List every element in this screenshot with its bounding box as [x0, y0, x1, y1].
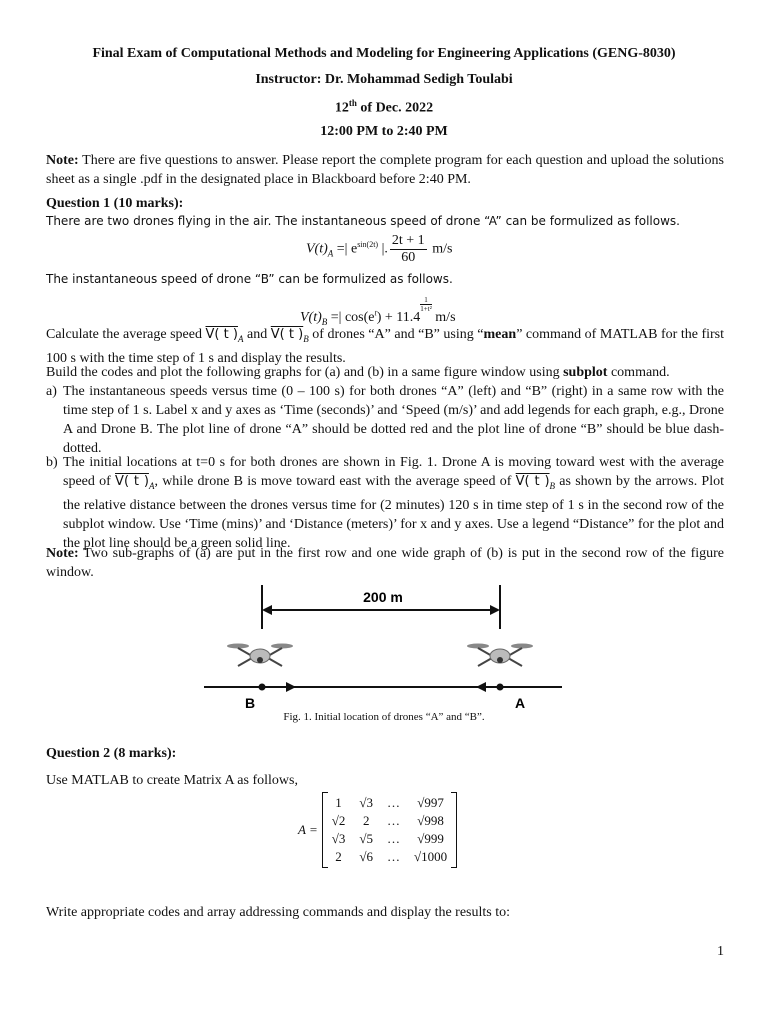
instructor-line: Instructor: Dr. Mohammad Sedigh Toulabi	[255, 72, 513, 87]
equation-speed-b: $V(t)_B$ =| $\cos(e^t) + 11.4$ $^{\frac{1}{\text{1+t²}}}$ m/s	[300, 296, 456, 327]
matrix-cell: 1	[335, 795, 342, 810]
matrix-brackets	[322, 792, 457, 868]
page-number: 1	[717, 944, 724, 959]
matrix-cell: √3	[359, 795, 374, 810]
build-instruction: Build the codes and plot the following graphs for (a) and (b) in a same figure window using subplot command.	[46, 365, 670, 380]
arrow-east	[286, 682, 296, 692]
part-a: a) The instantaneous speeds versus time (0 – 100 s) for both drones “A” (left) and “B” (right) in a same row with the time step of 1 s. Label x and y axes as ‘Time (seconds)’ and ‘Speed (m/s)’ and add legends for each graph, e.g., Drone A and Drone B. The plot line of drone “A” should be dotted red and the plot line of drone “B” should be blue dash-dotted.	[46, 384, 724, 456]
question-1-intro-a: There are two drones flying in the air. The instantaneous speed of drone “A” can be formulized as follows.	[46, 214, 680, 228]
question-1-note: Note: Two sub-graphs of (a) are put in the first row and one wide graph of (b) is put in the second row of the figure window.	[46, 546, 724, 580]
question-2-heading: Question 2 (8 marks):	[46, 746, 177, 761]
matrix-cell: …	[387, 813, 401, 828]
question-1-heading: Question 1 (10 marks):	[46, 196, 184, 211]
matrix-name: A =	[298, 822, 318, 837]
distance-arrow-left	[262, 605, 272, 615]
matrix-row	[325, 794, 454, 812]
distance-arrow-right	[490, 605, 500, 615]
label-a: A	[514, 695, 526, 711]
drone-figure	[200, 581, 570, 711]
matrix-a	[325, 794, 454, 866]
equation-speed-a: $V(t)_A$ =| $e^{sin(2t)}$ |. $\frac{2t + 1}{60}$ m/s	[306, 233, 453, 265]
label-b: B	[244, 695, 256, 711]
average-speed-task: Calculate the average speed V( t )$_A$ and V( t )$_B$ of drones “A” and “B” using “mean” command of MATLAB for the first 100 s with the time step of 1 s and display the results.	[46, 327, 725, 366]
exam-date: 12th of Dec. 2022	[334, 98, 434, 116]
drone-a-icon	[467, 644, 533, 667]
question-2-outro: Write appropriate codes and array addressing commands and display the results to:	[46, 905, 511, 920]
matrix-cell: 2	[335, 849, 342, 864]
matrix-cell: 2	[362, 813, 370, 828]
matrix-cell: √997	[417, 795, 444, 810]
matrix-cell: √1000	[414, 849, 448, 864]
part-b: b) The initial locations at t=0 s for both drones are shown in Fig. 1. Drone A is moving toward west with the average speed of V( t )$_A$, while drone B is move toward east with the average speed of V( t )$_B$ as shown by the arrows. Plot the relative distance between the drones versus time for (2 minutes) 120 s in time step of 1 s in the second row of the subplot window. Use ‘Time (mins)’ and ‘Distance (meters)’ for x and y axes. Use a legend “Distance” for the plot and the plot line should be a green solid line.	[46, 455, 725, 551]
position-b-dot	[259, 684, 266, 691]
matrix-cell: …	[387, 831, 401, 846]
drone-b-icon	[227, 644, 293, 667]
question-1-intro-b: The instantaneous speed of drone “B” can be formulized as follows.	[46, 272, 453, 286]
distance-label: 200 m	[363, 589, 403, 605]
position-a-dot	[497, 684, 504, 691]
matrix-cell: …	[387, 795, 401, 810]
matrix-cell: √5	[359, 831, 374, 846]
matrix-row	[325, 848, 454, 866]
matrix-block	[298, 792, 457, 868]
figure-caption: Fig. 1. Initial location of drones “A” and “B”.	[283, 711, 485, 723]
matrix-cell: √999	[417, 831, 444, 846]
exam-time: 12:00 PM to 2:40 PM	[320, 124, 448, 139]
matrix-cell: √6	[359, 849, 374, 864]
question-2-intro: Use MATLAB to create Matrix A as follows,	[46, 773, 298, 788]
matrix-row	[325, 830, 454, 848]
matrix-cell: …	[387, 849, 401, 864]
exam-title: Final Exam of Computational Methods and Modeling for Engineering Applications (GENG-8030)	[92, 46, 676, 61]
matrix-row	[325, 812, 454, 830]
matrix-cell: √2	[331, 813, 346, 828]
matrix-cell: √3	[331, 831, 346, 846]
matrix-cell: √998	[417, 813, 444, 828]
arrow-west	[476, 682, 486, 692]
exam-note: Note: There are five questions to answer. Please report the complete program for each question and upload the solutions sheet as a single .pdf in the designated place in Blackboard before 2:40 PM.	[46, 153, 724, 187]
